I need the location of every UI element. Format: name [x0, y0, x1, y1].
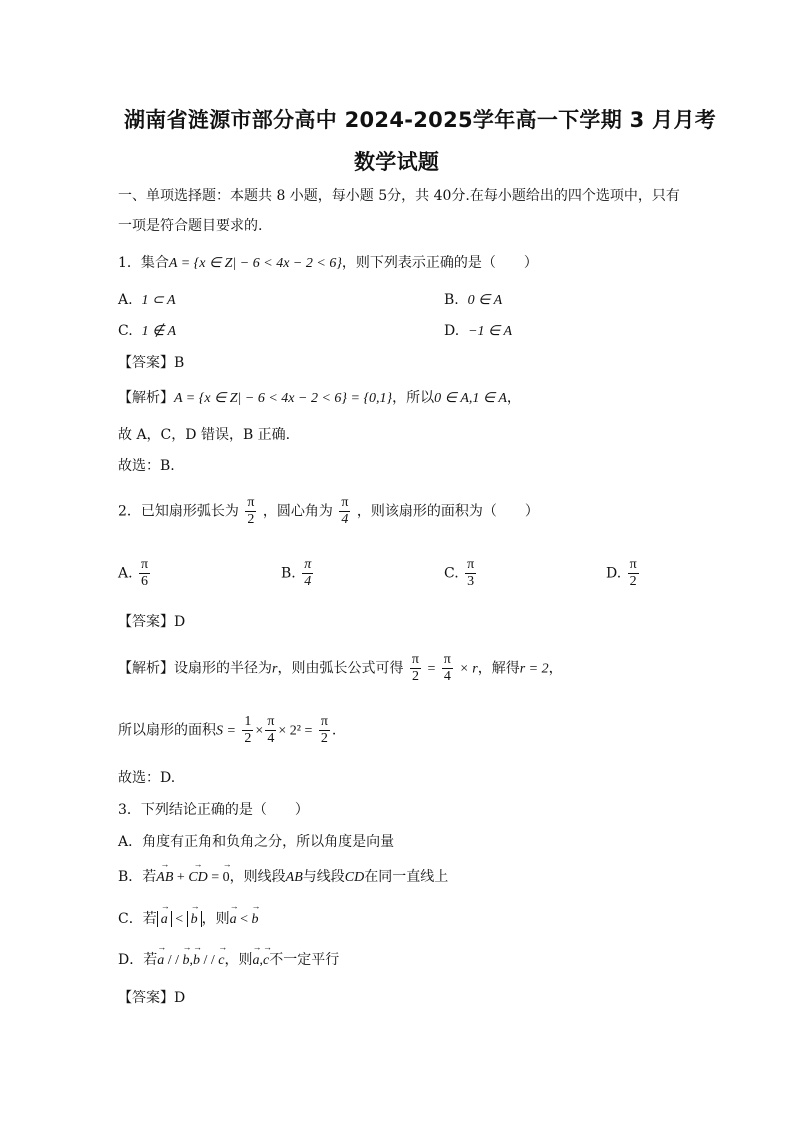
q2-option-c [444, 557, 478, 590]
section-intro-line2: 一项是符合题目要求的. [118, 218, 263, 234]
q2-radius-value: r = 2 [519, 661, 549, 677]
q1-stem [118, 254, 538, 273]
q2-option-c-label: C. [444, 565, 459, 582]
q1-analysis-expression2: 0 ∈ A,1 ∈ A [434, 391, 507, 406]
q2-analysis-text4: ， [548, 660, 563, 677]
vector-b: → b [252, 911, 259, 929]
q2-arc-length-fraction [245, 495, 256, 528]
q2-eq-fraction1 [410, 652, 421, 685]
q1-option-d-text: −1 ∈ A [468, 324, 513, 339]
q3-option-b-mid: ，则线段 [229, 869, 286, 885]
vector-a: → a [230, 911, 237, 929]
q2-option-d [606, 557, 641, 590]
fraction-numerator: π [141, 557, 149, 572]
vector-a: → a [161, 911, 168, 929]
q1-analysis-mid: ，所以 [392, 390, 435, 406]
q2-analysis-text3: ，解得 [477, 660, 520, 677]
q1-analysis-end: ， [506, 390, 521, 406]
q2-option-d-label: D. [606, 565, 622, 582]
q2-analysis-text2: ，则由弧长公式可得 [277, 660, 404, 677]
q2-analysis-label: 【解析】 [118, 660, 174, 677]
q1-option-a [118, 291, 176, 310]
q2-radius-symbol: r [272, 661, 278, 677]
fraction-denominator: 2 [320, 731, 328, 746]
q3-option-d-prefix: D．若 [118, 952, 158, 968]
zero-vector: → 0 [223, 869, 230, 887]
vector-a: → a [253, 952, 260, 970]
fraction-numerator: 1 [244, 714, 252, 729]
q2-option-b [281, 557, 315, 590]
q2-option-a-label: A. [118, 565, 133, 582]
q3-option-b-end: 在同一直线上 [364, 869, 449, 885]
q3-option-d-end: 不一定平行 [269, 952, 340, 968]
q3-option-a: A．角度有正角和负角之分，所以角度是向量 [118, 834, 395, 850]
comma: , [189, 953, 194, 968]
fraction-numerator: π [267, 714, 275, 729]
q1-option-c-text: 1 ∉ A [141, 324, 177, 339]
q3-stem: 3．下列结论正确的是（ ） [118, 802, 309, 818]
parallel-sign: / / [164, 953, 183, 968]
q2-option-a [118, 557, 152, 590]
fraction-denominator: 4 [304, 574, 312, 589]
q2-area-times1: × [255, 723, 264, 739]
fraction-denominator: 4 [267, 731, 275, 746]
vector-ab: → AB [156, 869, 173, 887]
fraction-denominator: 3 [467, 574, 475, 589]
equals-sign: = [207, 870, 223, 885]
q2-stem-suffix: ，则该扇形的面积为（ ） [356, 503, 539, 520]
q2-option-c-fraction [465, 557, 476, 590]
less-than: < [236, 912, 252, 927]
document-title-line2: 数学试题 [354, 150, 440, 174]
fraction-numerator: π [467, 557, 475, 572]
vector-b: → b [183, 952, 190, 970]
q2-area-fraction1 [242, 714, 253, 747]
fraction-denominator: 2 [244, 731, 252, 746]
q3-option-d [118, 951, 339, 970]
q2-stem-mid: ，圆心角为 [262, 503, 333, 520]
parallel-sign: / / [200, 953, 219, 968]
q1-option-c-label: C. [118, 323, 133, 339]
q1-option-b-label: B. [444, 292, 459, 308]
q2-option-b-fraction [302, 557, 313, 590]
q1-analysis [118, 389, 521, 408]
q3-option-c-prefix: C．若 [118, 911, 157, 927]
fraction-numerator: π [443, 652, 451, 667]
segment-cd: CD [344, 870, 365, 885]
segment-ab: AB [285, 870, 303, 885]
q1-analysis-line2: 故 A，C，D 错误，B 正确. [118, 427, 291, 443]
fraction-numerator: π [629, 557, 637, 572]
fraction-numerator: π [411, 652, 419, 667]
vector-a: → a [157, 952, 164, 970]
q1-option-a-text: 1 ⊂ A [141, 293, 176, 308]
q1-stem-prefix: 1．集合 [118, 255, 169, 271]
q1-option-a-label: A. [118, 292, 133, 308]
q2-area-fraction2 [265, 714, 276, 747]
q1-option-d [444, 322, 512, 341]
q2-option-d-fraction [628, 557, 639, 590]
q3-option-c-mid: ，则 [201, 911, 230, 927]
q2-stem-prefix: 2．已知扇形弧长为 [118, 503, 239, 520]
q2-area-s: S = [216, 723, 236, 739]
section-intro-line1: 一、单项选择题：本题共 8 小题，每小题 5分，共 40分.在每小题给出的四个选项中，只有 [118, 188, 680, 204]
q2-central-angle-fraction [339, 495, 350, 528]
fraction-numerator: π [341, 495, 349, 510]
vector-cd: → CD [188, 869, 207, 887]
plus-sign: + [173, 870, 189, 885]
q2-answer: 【答案】D [118, 614, 186, 630]
fraction-numerator: π [320, 714, 328, 729]
q1-option-d-label: D. [444, 323, 460, 339]
q1-analysis-label: 【解析】 [118, 390, 174, 406]
fraction-denominator: 4 [341, 512, 349, 527]
q3-option-b-mid2: 与线段 [302, 869, 345, 885]
q1-answer: 【答案】B [118, 355, 185, 371]
q2-option-a-fraction [139, 557, 150, 590]
q1-stem-suffix: ，则下列表示正确的是（ ） [341, 255, 538, 271]
q2-area-prefix: 所以扇形的面积 [118, 722, 216, 739]
fraction-denominator: 2 [629, 574, 637, 589]
q3-answer: 【答案】D [118, 990, 186, 1006]
fraction-numerator: π [304, 557, 312, 572]
q1-option-c [118, 322, 176, 341]
fraction-denominator: 2 [411, 669, 419, 684]
q2-area-end: . [331, 722, 337, 739]
comma: , [259, 953, 264, 968]
q2-area-times2: × 2² = [278, 723, 313, 739]
q3-option-b-prefix: B．若 [118, 869, 157, 885]
q3-option-d-mid: ，则 [224, 952, 253, 968]
magnitude-a [157, 911, 172, 927]
q2-choice: 故选：D. [118, 770, 176, 786]
magnitude-b [187, 911, 202, 927]
fraction-numerator: π [247, 495, 255, 510]
fraction-denominator: 4 [443, 669, 451, 684]
q1-choice: 故选：B. [118, 458, 175, 474]
q2-stem [118, 495, 539, 528]
fraction-denominator: 6 [141, 574, 149, 589]
q1-option-b [444, 291, 502, 310]
vector-b: → b [191, 911, 198, 929]
q2-area-line [118, 714, 336, 747]
q1-option-b-text: 0 ∈ A [467, 293, 503, 308]
q1-analysis-expression: A = {x ∈ Z| − 6 < 4x − 2 < 6} = {0,1} [174, 391, 393, 406]
less-than: < [171, 912, 187, 927]
vector-c: → c [218, 952, 224, 970]
q3-option-c [118, 910, 259, 929]
fraction-denominator: 2 [247, 512, 255, 527]
q2-eq-sign: = [427, 661, 436, 677]
q2-eq-times-r: × r [459, 661, 478, 677]
q2-option-b-label: B. [281, 565, 296, 582]
q1-set-expression: A = {x ∈ Z| − 6 < 4x − 2 < 6} [168, 256, 342, 271]
vector-c: → c [263, 952, 269, 970]
q2-analysis-text1: 设扇形的半径为 [174, 660, 272, 677]
vector-b: → b [193, 952, 200, 970]
document-title-line1: 湖南省涟源市部分高中 2024-2025学年高一下学期 3 月月考 [124, 108, 717, 132]
q2-analysis [118, 652, 563, 685]
q2-eq-fraction2 [442, 652, 453, 685]
q3-option-b [118, 868, 448, 887]
q2-area-fraction3 [319, 714, 330, 747]
